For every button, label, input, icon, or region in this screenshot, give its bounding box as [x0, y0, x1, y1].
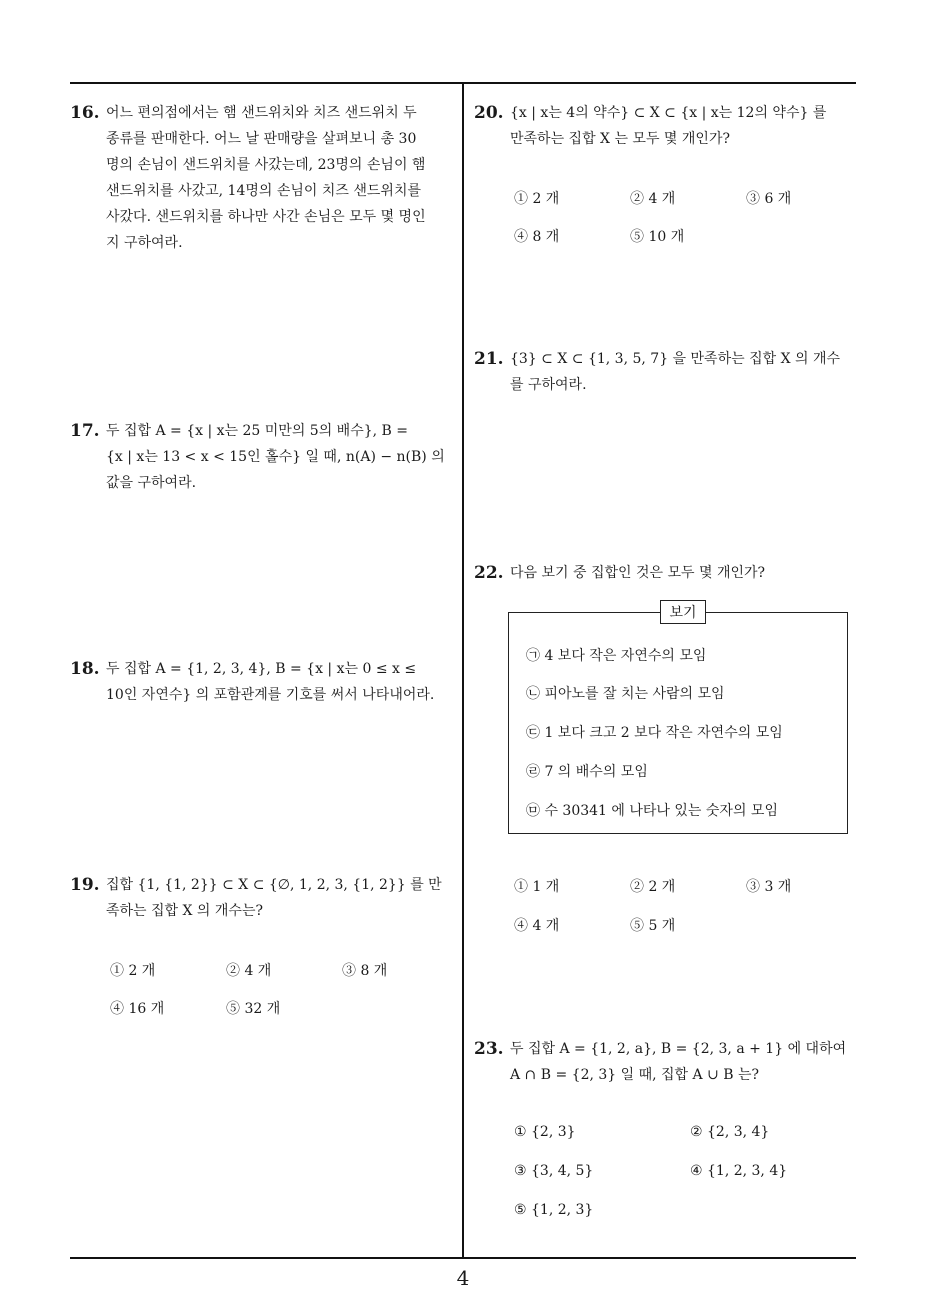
choice-2[interactable]: ② {2, 3, 4} — [690, 1124, 770, 1140]
bogi-item: ㉢ 1 보다 크고 2 보다 작은 자연수의 모임 — [526, 725, 783, 741]
question-16 — [70, 100, 456, 256]
choice-5[interactable]: ⑤ 10 개 — [630, 229, 685, 245]
question-text — [510, 100, 860, 152]
question-line: 두 집합 A = {1, 2, 3, 4}, B = {x | x는 0 ≤ x ≤ — [106, 661, 417, 677]
bogi-label: 보기 — [660, 600, 706, 624]
question-text — [510, 560, 860, 586]
question-line: {x | x는 13 < x < 15인 홀수} 일 때, n(A) − n(B) 의 — [106, 449, 445, 465]
bogi-item: ㉠ 4 보다 작은 자연수의 모임 — [526, 648, 707, 664]
choice-2[interactable]: ② 2 개 — [630, 879, 676, 895]
question-line: {x | x는 4의 약수} ⊂ X ⊂ {x | x는 12의 약수} 를 — [510, 105, 827, 121]
question-text — [106, 100, 456, 256]
question-21 — [474, 346, 860, 398]
choice-4[interactable]: ④ 8 개 — [514, 229, 560, 245]
question-text — [510, 1036, 860, 1088]
choice-5[interactable]: ⑤ {1, 2, 3} — [514, 1202, 594, 1218]
choice-1[interactable]: ① 2 개 — [110, 963, 156, 979]
question-line: 사갔다. 샌드위치를 하나만 사간 손님은 모두 몇 명인 — [106, 209, 426, 225]
question-line: 10인 자연수} 의 포함관계를 기호를 써서 나타내어라. — [106, 687, 435, 703]
question-line: 다음 보기 중 집합인 것은 모두 몇 개인가? — [510, 565, 766, 581]
question-number: 19. — [70, 875, 100, 895]
question-number: 21. — [474, 349, 504, 369]
question-19 — [70, 872, 456, 924]
question-line: A ∩ B = {2, 3} 일 때, 집합 A ∪ B 는? — [510, 1067, 760, 1083]
column-divider — [462, 82, 464, 1259]
bottom-rule — [70, 1257, 856, 1259]
question-line: 값을 구하여라. — [106, 475, 197, 491]
question-line: 만족하는 집합 X 는 모두 몇 개인가? — [510, 131, 730, 147]
question-number: 17. — [70, 421, 100, 441]
question-17 — [70, 418, 456, 496]
bogi-item: ㉣ 7 의 배수의 모임 — [526, 764, 648, 780]
question-line: 종류를 판매한다. 어느 날 판매량을 살펴보니 총 30 — [106, 131, 417, 147]
question-number: 18. — [70, 659, 100, 679]
question-number: 16. — [70, 103, 100, 123]
choice-5[interactable]: ⑤ 32 개 — [226, 1001, 281, 1017]
question-line: 두 집합 A = {x | x는 25 미만의 5의 배수}, B = — [106, 423, 408, 439]
question-line: 샌드위치를 사갔고, 14명의 손님이 치즈 샌드위치를 — [106, 183, 421, 199]
question-line: 어느 편의점에서는 햄 샌드위치와 치즈 샌드위치 두 — [106, 105, 417, 121]
question-text — [510, 346, 860, 398]
bogi-item: ㉡ 피아노를 잘 치는 사람의 모임 — [526, 686, 725, 702]
question-number: 22. — [474, 563, 504, 583]
choice-1[interactable]: ① 2 개 — [514, 191, 560, 207]
question-line: {3} ⊂ X ⊂ {1, 3, 5, 7} 을 만족하는 집합 X 의 개수 — [510, 351, 841, 367]
question-text — [106, 872, 456, 924]
question-number: 20. — [474, 103, 504, 123]
choice-4[interactable]: ④ 4 개 — [514, 918, 560, 934]
choice-3[interactable]: ③ 8 개 — [342, 963, 388, 979]
question-22 — [474, 560, 860, 586]
choice-5[interactable]: ⑤ 5 개 — [630, 918, 676, 934]
choice-3[interactable]: ③ {3, 4, 5} — [514, 1163, 594, 1179]
question-18 — [70, 656, 456, 708]
question-line: 두 집합 A = {1, 2, a}, B = {2, 3, a + 1} 에 대하여 — [510, 1041, 847, 1057]
question-line: 지 구하여라. — [106, 235, 183, 251]
choice-3[interactable]: ③ 6 개 — [746, 191, 792, 207]
choice-1[interactable]: ① 1 개 — [514, 879, 560, 895]
question-number: 23. — [474, 1039, 504, 1059]
choice-2[interactable]: ② 4 개 — [630, 191, 676, 207]
question-23 — [474, 1036, 860, 1088]
choice-2[interactable]: ② 4 개 — [226, 963, 272, 979]
bogi-item: ㉤ 수 30341 에 나타나 있는 숫자의 모임 — [526, 803, 778, 819]
question-text — [106, 656, 456, 708]
page-number: 4 — [456, 1266, 470, 1290]
choice-4[interactable]: ④ 16 개 — [110, 1001, 165, 1017]
question-line: 족하는 집합 X 의 개수는? — [106, 903, 263, 919]
question-20 — [474, 100, 860, 152]
question-text — [106, 418, 456, 496]
question-line: 집합 {1, {1, 2}} ⊂ X ⊂ {∅, 1, 2, 3, {1, 2}} 를 만 — [106, 877, 442, 893]
choice-1[interactable]: ① {2, 3} — [514, 1124, 576, 1140]
question-line: 를 구하여라. — [510, 377, 587, 393]
choice-3[interactable]: ③ 3 개 — [746, 879, 792, 895]
question-line: 명의 손님이 샌드위치를 사갔는데, 23명의 손님이 햄 — [106, 157, 426, 173]
choice-4[interactable]: ④ {1, 2, 3, 4} — [690, 1163, 788, 1179]
